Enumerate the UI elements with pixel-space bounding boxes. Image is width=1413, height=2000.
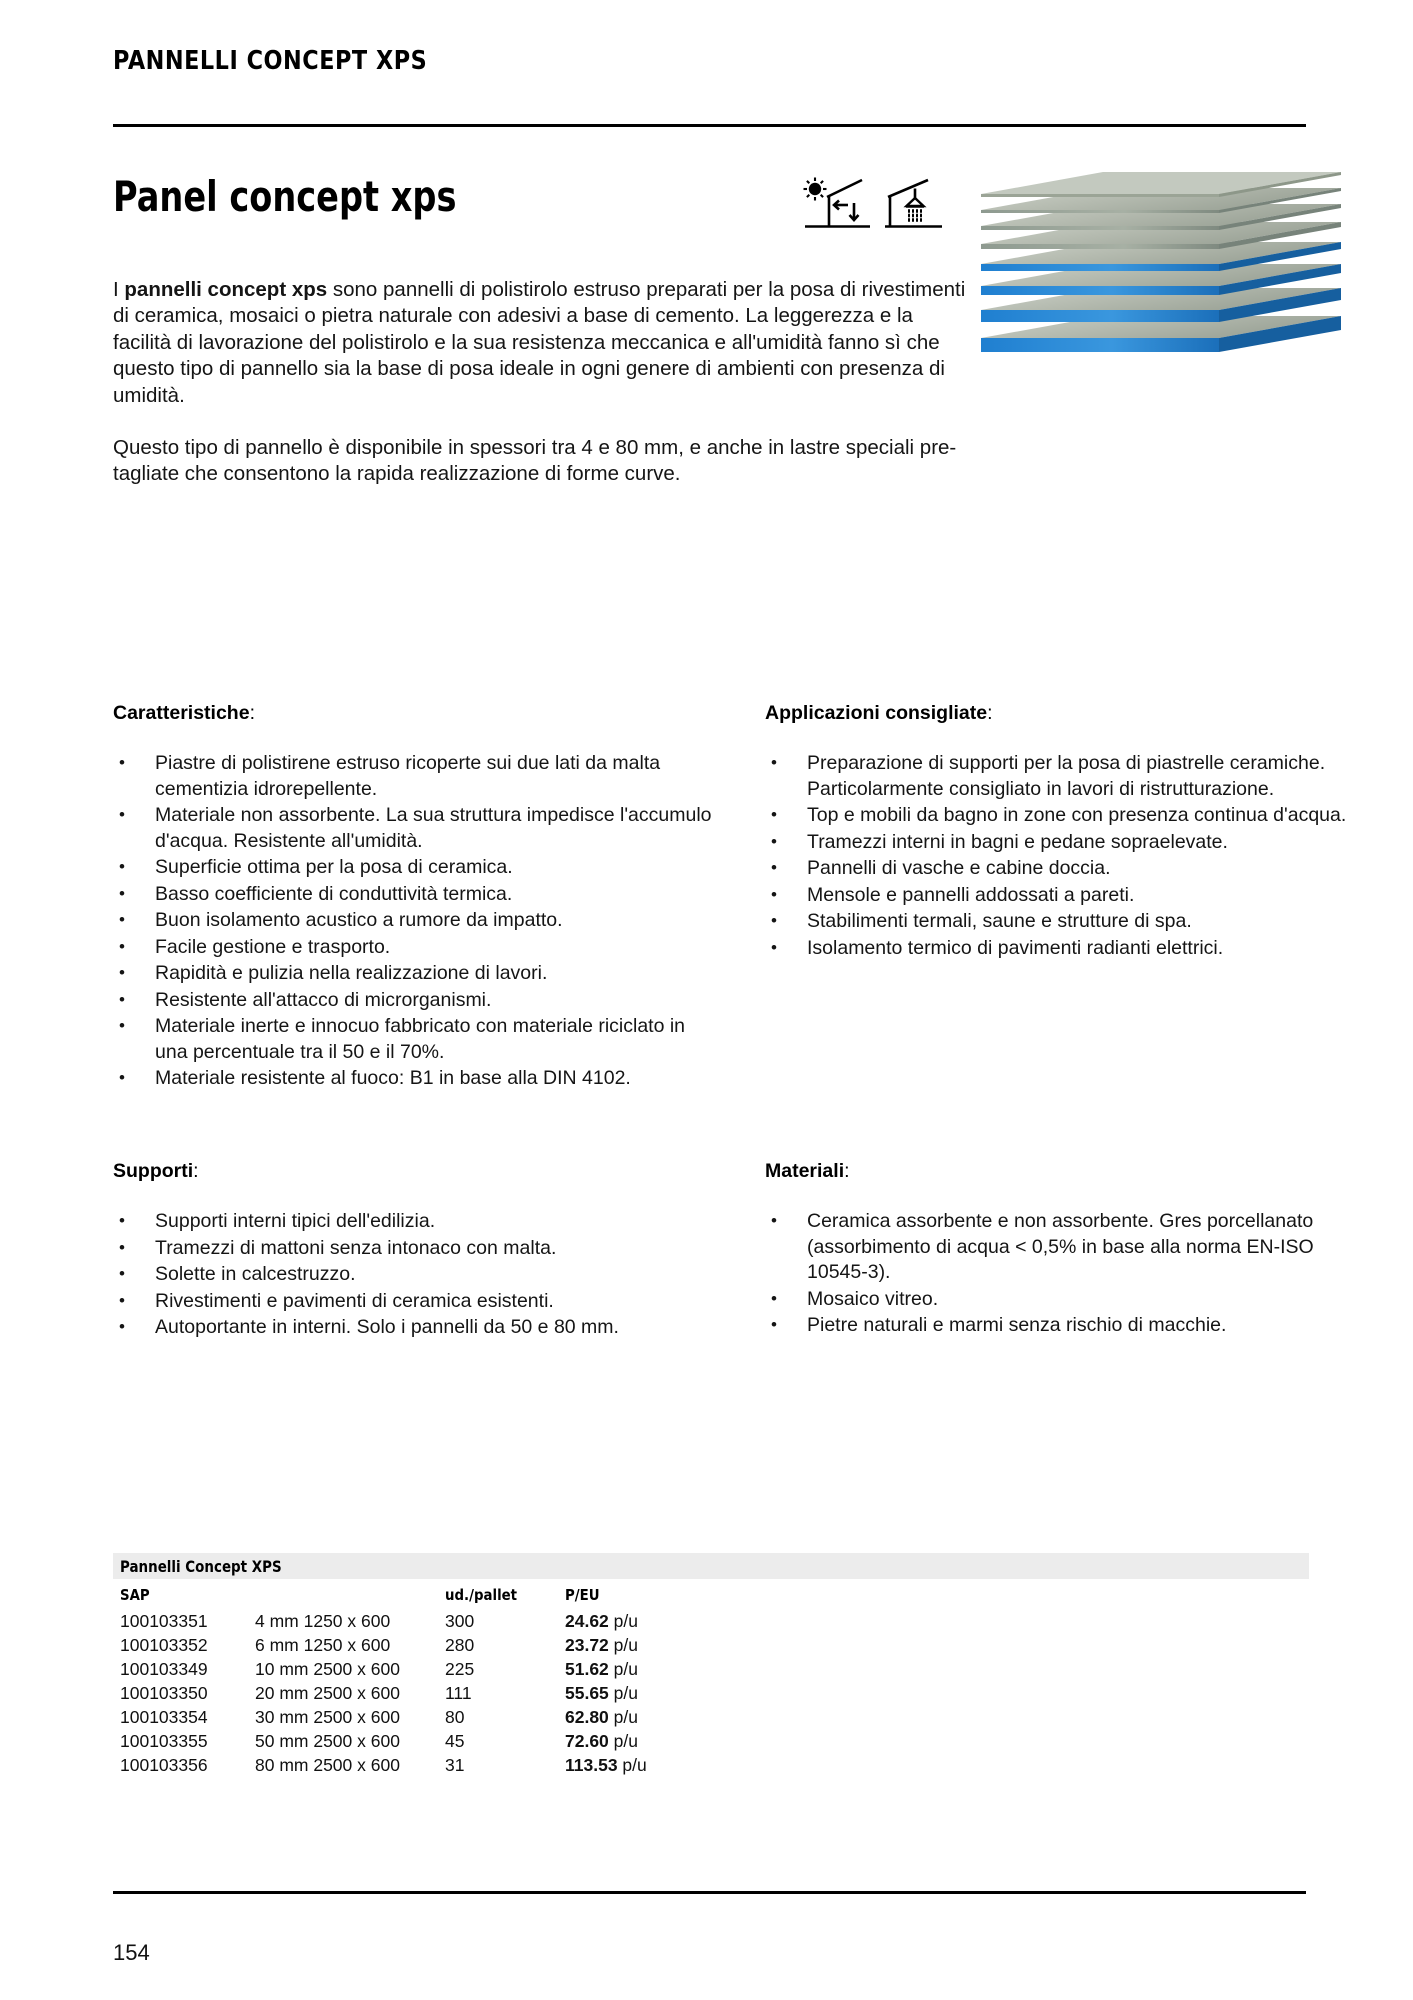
intro-paragraph-1 xyxy=(113,277,973,410)
table-band-title: Pannelli Concept XPS xyxy=(120,1556,282,1576)
page-title: Panel concept xps xyxy=(113,172,457,221)
column-header-description xyxy=(255,1583,445,1609)
page-header-title: PANNELLI CONCEPT XPS xyxy=(113,46,428,76)
list-item: • Mensole e pannelli addossati a pareti. xyxy=(765,883,1365,909)
list-item: • Preparazione di supporti per la posa di piastrelle ceramiche. Particolarmente consigliato in lavori di ristrutturazione. xyxy=(765,751,1365,802)
cell-ud-pallet: 300 xyxy=(445,1611,475,1631)
table-head xyxy=(113,1583,1309,1609)
cell-price xyxy=(565,1633,1309,1657)
table-body xyxy=(113,1609,1309,1777)
header-divider xyxy=(113,124,1306,127)
cell-ud-pallet: 31 xyxy=(445,1755,465,1775)
table-row xyxy=(113,1705,1309,1729)
intro-lead: I xyxy=(113,277,125,301)
cell-description: 10 mm 2500 x 600 xyxy=(255,1659,400,1679)
price-unit: p/u xyxy=(608,1683,638,1703)
list-item: • Piastre di polistirene estruso ricoperte sui due lati da malta cementizia idrorepellente. xyxy=(113,751,713,802)
list-item: • Superficie ottima per la posa di ceramica. xyxy=(113,855,713,881)
list-item: • Materiale resistente al fuoco: B1 in base alla DIN 4102. xyxy=(113,1066,713,1092)
price-unit: p/u xyxy=(617,1755,647,1775)
applicazioni-list xyxy=(765,751,1365,961)
table-row xyxy=(113,1633,1309,1657)
table-row xyxy=(113,1729,1309,1753)
product-price-table xyxy=(113,1553,1309,1777)
list-item: • Materiale inerte e innocuo fabbricato con materiale riciclato in una percentuale tra il 50 e il 70%. xyxy=(113,1014,713,1065)
list-item: • Isolamento termico di pavimenti radianti elettrici. xyxy=(765,936,1365,962)
page-number: 154 xyxy=(113,1940,150,1965)
heading-colon: : xyxy=(987,702,993,724)
list-item: • Supporti interni tipici dell'edilizia. xyxy=(113,1209,713,1235)
cell-price xyxy=(565,1705,1309,1729)
price-value: 72.60 xyxy=(565,1731,609,1751)
sun-roof-arrows-icon xyxy=(798,176,872,234)
table-row xyxy=(113,1681,1309,1705)
cell-ud-pallet: 225 xyxy=(445,1659,475,1679)
section-materiali xyxy=(765,1160,1365,1340)
cell-price xyxy=(565,1681,1309,1705)
section-heading-materiali xyxy=(765,1160,1365,1183)
application-pictograms xyxy=(798,176,946,234)
cell-sap: 100103356 xyxy=(120,1755,208,1775)
intro-rest: sono pannelli di polistirolo estruso preparati per la posa di rivestimenti di ceramica, mosaici o pietra naturale con adesivi a base di cemento. La leggerezza e la facilità di lavorazione del polistirolo e la sua resistenza meccanica e all'umidità fanno sì che questo tipo di pannello sia la base di posa ideale in ogni genere di ambienti con presenza di umidità. xyxy=(113,277,966,407)
shower-roof-icon xyxy=(884,176,946,234)
price-unit: p/u xyxy=(608,1635,638,1655)
footer-divider xyxy=(113,1891,1306,1894)
section-heading-applicazioni xyxy=(765,702,1365,725)
list-item: • Pietre naturali e marmi senza rischio di macchie. xyxy=(765,1313,1365,1339)
section-heading-caratteristiche xyxy=(113,702,713,725)
heading-text: Supporti xyxy=(113,1160,194,1182)
cell-sap: 100103349 xyxy=(120,1659,208,1679)
sap-table xyxy=(113,1583,1309,1777)
cell-sap: 100103355 xyxy=(120,1731,208,1751)
materiali-list xyxy=(765,1209,1365,1339)
caratteristiche-list xyxy=(113,751,713,1092)
list-item: • Resistente all'attacco di microrganismi. xyxy=(113,988,713,1014)
list-item: • Basso coefficiente di conduttività termica. xyxy=(113,882,713,908)
list-item: • Materiale non assorbente. La sua struttura impedisce l'accumulo d'acqua. Resistente all'umidità. xyxy=(113,803,713,854)
price-value: 55.65 xyxy=(565,1683,609,1703)
list-item: • Ceramica assorbente e non assorbente. Gres porcellanato (assorbimento di acqua < 0,5% in base alla norma EN-ISO 10545-3). xyxy=(765,1209,1365,1286)
section-supporti xyxy=(113,1160,713,1342)
list-item: • Facile gestione e trasporto. xyxy=(113,935,713,961)
heading-colon: : xyxy=(193,1160,199,1182)
section-caratteristiche xyxy=(113,702,713,1093)
cell-description: 50 mm 2500 x 600 xyxy=(255,1731,400,1751)
heading-text: Materiali xyxy=(765,1160,845,1182)
cell-sap: 100103352 xyxy=(120,1635,208,1655)
cell-ud-pallet: 111 xyxy=(445,1683,472,1703)
cell-ud-pallet: 280 xyxy=(445,1635,475,1655)
column-header-sap: SAP xyxy=(120,1586,150,1604)
price-unit: p/u xyxy=(608,1611,638,1631)
page-header xyxy=(113,46,1413,76)
list-item: • Rivestimenti e pavimenti di ceramica esistenti. xyxy=(113,1289,713,1315)
supporti-list xyxy=(113,1209,713,1341)
table-header-row xyxy=(113,1583,1309,1609)
cell-description: 80 mm 2500 x 600 xyxy=(255,1755,400,1775)
list-item: • Buon isolamento acustico a rumore da impatto. xyxy=(113,908,713,934)
table-band xyxy=(113,1553,1309,1579)
list-item: • Solette in calcestruzzo. xyxy=(113,1262,713,1288)
table-row xyxy=(113,1753,1309,1777)
section-heading-supporti xyxy=(113,1160,713,1183)
list-item: • Tramezzi interni in bagni e pedane sopraelevate. xyxy=(765,830,1365,856)
cell-description: 30 mm 2500 x 600 xyxy=(255,1707,400,1727)
cell-price xyxy=(565,1729,1309,1753)
list-item: • Top e mobili da bagno in zone con presenza continua d'acqua. xyxy=(765,803,1365,829)
price-value: 24.62 xyxy=(565,1611,609,1631)
heading-colon: : xyxy=(249,702,255,724)
price-value: 113.53 xyxy=(565,1755,618,1775)
list-item: • Mosaico vitreo. xyxy=(765,1287,1365,1313)
price-value: 51.62 xyxy=(565,1659,609,1679)
list-item: • Autoportante in interni. Solo i pannelli da 50 e 80 mm. xyxy=(113,1315,713,1341)
cell-price xyxy=(565,1657,1309,1681)
cell-price xyxy=(565,1609,1309,1633)
section-applicazioni xyxy=(765,702,1365,962)
heading-text: Caratteristiche xyxy=(113,702,250,724)
cell-price xyxy=(565,1753,1309,1777)
table-row xyxy=(113,1609,1309,1633)
price-value: 62.80 xyxy=(565,1707,609,1727)
price-unit: p/u xyxy=(608,1731,638,1751)
intro-bold-term: pannelli concept xps xyxy=(124,277,328,301)
column-header-ud-pallet: ud./pallet xyxy=(445,1586,518,1604)
price-unit: p/u xyxy=(608,1707,638,1727)
list-item: • Rapidità e pulizia nella realizzazione di lavori. xyxy=(113,961,713,987)
xps-panel-stack-photo xyxy=(975,168,1347,373)
cell-sap: 100103351 xyxy=(120,1611,208,1631)
heading-text: Applicazioni consigliate xyxy=(765,702,988,724)
cell-sap: 100103354 xyxy=(120,1707,208,1727)
cell-description: 4 mm 1250 x 600 xyxy=(255,1611,391,1631)
list-item: • Pannelli di vasche e cabine doccia. xyxy=(765,856,1365,882)
column-header-price: P/EU xyxy=(565,1586,600,1604)
price-unit: p/u xyxy=(608,1659,638,1679)
intro-paragraph-2: Questo tipo di pannello è disponibile in spessori tra 4 e 80 mm, e anche in lastre speciali pre-tagliate che consentono la rapida realizzazione di forme curve. xyxy=(113,435,957,485)
cell-description: 20 mm 2500 x 600 xyxy=(255,1683,400,1703)
cell-description: 6 mm 1250 x 600 xyxy=(255,1635,391,1655)
list-item: • Tramezzi di mattoni senza intonaco con malta. xyxy=(113,1236,713,1262)
cell-ud-pallet: 80 xyxy=(445,1707,465,1727)
table-row xyxy=(113,1657,1309,1681)
heading-colon: : xyxy=(844,1160,850,1182)
cell-ud-pallet: 45 xyxy=(445,1731,465,1751)
price-value: 23.72 xyxy=(565,1635,609,1655)
cell-sap: 100103350 xyxy=(120,1683,208,1703)
list-item: • Stabilimenti termali, saune e strutture di spa. xyxy=(765,909,1365,935)
